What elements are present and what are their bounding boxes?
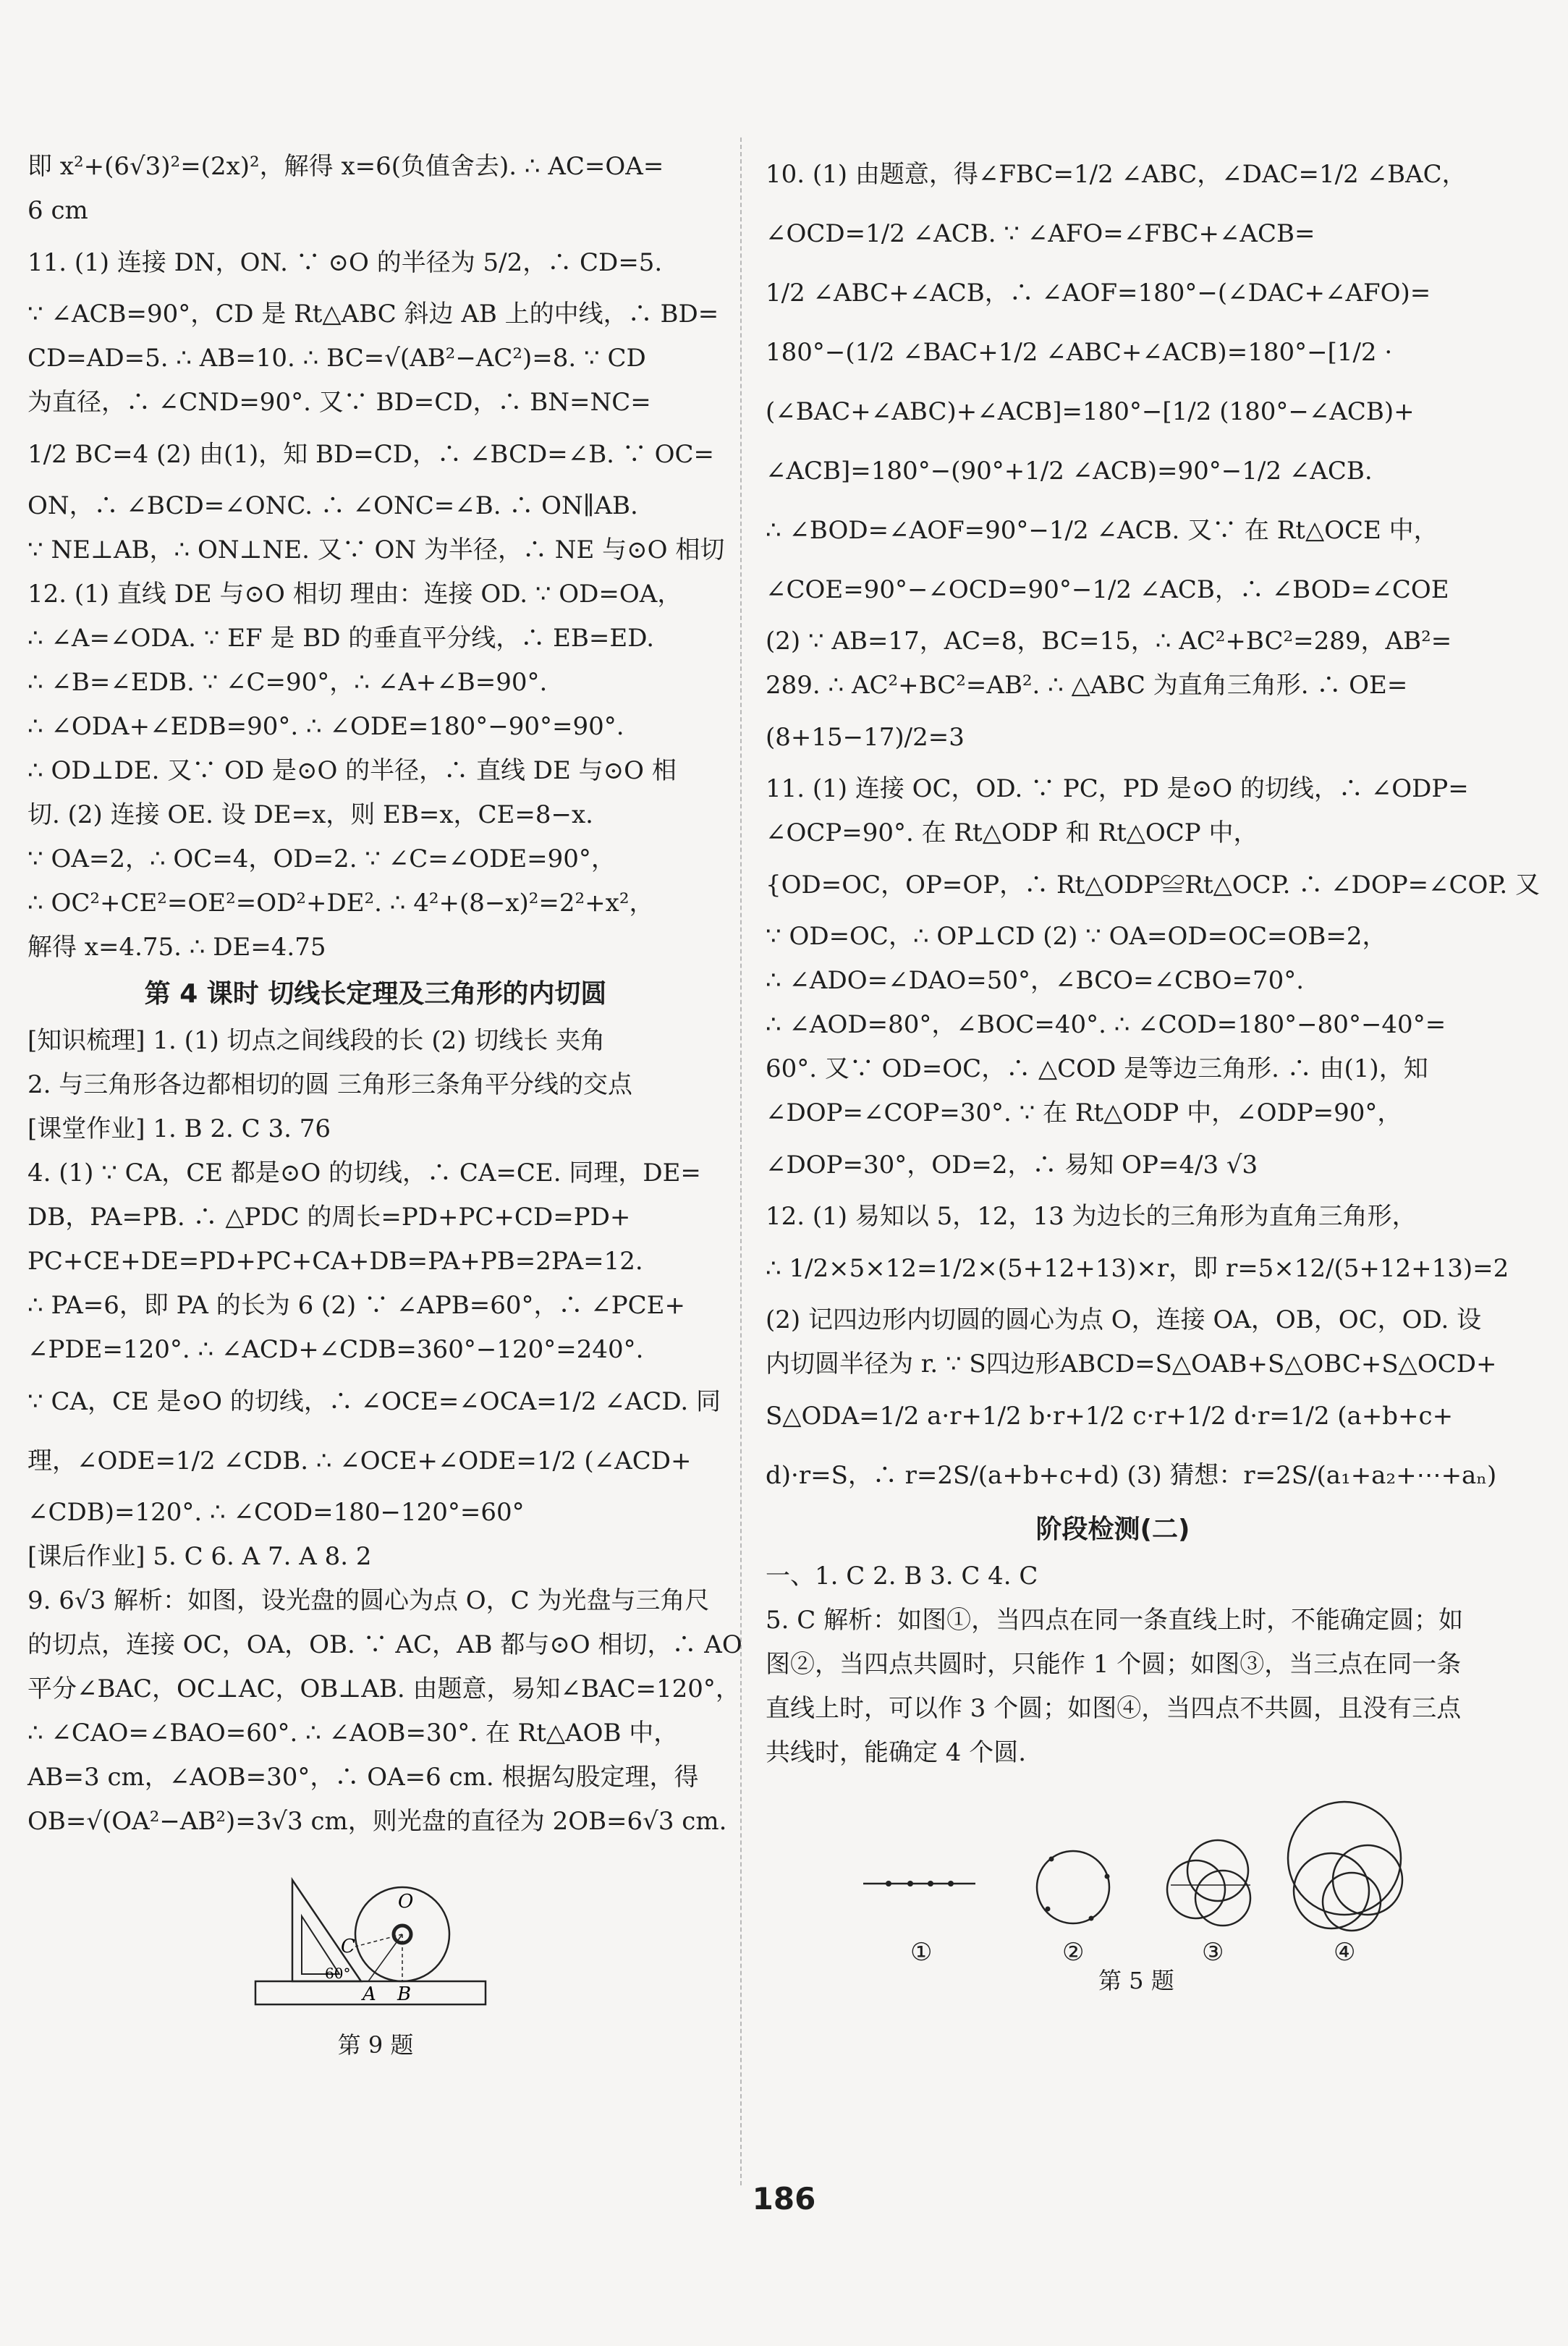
right-column <box>766 145 1541 1999</box>
text-line: (2) 记四边形内切圆的圆心为点 O，连接 OA，OB，OC，OD. 设 <box>766 1305 1482 1334</box>
column-divider <box>740 137 742 2185</box>
text-line: ∵ ∠ACB=90°，CD 是 Rt△ABC 斜边 AB 上的中线，∴ BD= <box>27 300 719 329</box>
text-line: ∴ ∠AOD=80°，∠BOC=40°. ∴ ∠COD=180°−80°−40°= <box>766 1010 1446 1039</box>
label-c: C <box>341 1936 355 1957</box>
text-line: ∴ ∠ADO=∠DAO=50°，∠BCO=∠CBO=70°. <box>766 966 1305 995</box>
label-b: B <box>397 1983 412 2005</box>
text-line: ∴ ∠B=∠EDB. ∵ ∠C=90°，∴ ∠A+∠B=90°. <box>27 668 548 697</box>
text-line: (∠BAC+∠ABC)+∠ACB]=180°−[1/2 (180°−∠ACB)+ <box>766 397 1415 426</box>
text-line: AB=3 cm，∠AOB=30°，∴ OA=6 cm. 根据勾股定理，得 <box>27 1763 699 1792</box>
text-line: ∠OCP=90°. 在 Rt△ODP 和 Rt△OCP 中， <box>766 818 1258 847</box>
text-line: 直线上时，可以作 3 个圆；如图④，当四点不共圆，且没有三点 <box>766 1694 1462 1723</box>
text-line: 11. (1) 连接 OC，OD. ∵ PC，PD 是⊙O 的切线，∴ ∠ODP= <box>766 774 1469 803</box>
fig-label-2: ② <box>1062 1938 1085 1967</box>
text-line: 12. (1) 易知以 5，12，13 为边长的三角形为直角三角形， <box>766 1202 1417 1231</box>
text-line: OB=√(OA²−AB²)=3√3 cm，则光盘的直径为 2OB=6√3 cm. <box>27 1807 727 1836</box>
text-line: (8+15−17)/2=3 <box>766 723 965 752</box>
text-line: 12. (1) 直线 DE 与⊙O 相切 理由：连接 OD. ∵ OD=OA， <box>27 580 682 609</box>
text-line: S△ODA=1/2 a·r+1/2 b·r+1/2 c·r+1/2 d·r=1/2 (a+b+c+ <box>766 1402 1454 1431</box>
text-line: 图②，当四点共圆时，只能作 1 个圆；如图③，当三点在同一条 <box>766 1650 1462 1679</box>
label-angle: 60° <box>325 1965 351 1982</box>
text-line: ∠COE=90°−∠OCD=90°−1/2 ∠ACB，∴ ∠BOD=∠COE <box>766 575 1449 604</box>
text-line: ∴ 1/2×5×12=1/2×(5+12+13)×r，即 r=5×12/(5+12+13)=2 <box>766 1254 1509 1283</box>
fig2-point <box>1089 1916 1094 1921</box>
text-line: ∴ ∠BOD=∠AOF=90°−1/2 ∠ACB. 又∵ 在 Rt△OCE 中， <box>766 516 1438 545</box>
figure-5 <box>794 1790 1431 1999</box>
fig2-point <box>1105 1874 1110 1879</box>
fig4-circle <box>1288 1802 1401 1915</box>
text-line: 理，∠ODE=1/2 ∠CDB. ∴ ∠OCE+∠ODE=1/2 (∠ACD+ <box>27 1447 692 1475</box>
text-line: {OD=OC，OP=OP，∴ Rt△ODP≌Rt△OCP. ∴ ∠DOP=∠COP. 又 <box>766 871 1541 899</box>
text-line: DB，PA=PB. ∴ △PDC 的周长=PD+PC+CD=PD+ <box>27 1203 631 1232</box>
text-line: 4. (1) ∵ CA，CE 都是⊙O 的切线，∴ CA=CE. 同理，DE= <box>27 1159 701 1187</box>
fig1-point <box>928 1881 933 1886</box>
left-column <box>27 145 742 2062</box>
page-number: 186 <box>752 2181 816 2216</box>
text-line: 的切点，连接 OC，OA，OB. ∵ AC，AB 都与⊙O 相切，∴ AO <box>27 1630 742 1659</box>
section-heading: 阶段检测(二) <box>1035 1515 1190 1544</box>
text-line: 9. 6√3 解析：如图，设光盘的圆心为点 O，C 为光盘与三角尺 <box>27 1586 710 1615</box>
text-line: ∠PDE=120°. ∴ ∠ACD+∠CDB=360°−120°=240°. <box>27 1335 644 1364</box>
fig-label-4: ④ <box>1334 1938 1356 1967</box>
text-line: 解得 x=4.75. ∴ DE=4.75 <box>27 933 326 962</box>
text-line: 5. C 解析：如图①，当四点在同一条直线上时，不能确定圆；如 <box>766 1606 1464 1635</box>
text-line: 即 x²+(6√3)²=(2x)²，解得 x=6(负值舍去). ∴ AC=OA= <box>27 152 664 181</box>
text-line: 一、1. C 2. B 3. C 4. C <box>766 1562 1038 1591</box>
text-line: 1/2 BC=4 (2) 由(1)，知 BD=CD，∴ ∠BCD=∠B. ∵ OC= <box>27 440 714 469</box>
text-line: [课后作业] 5. C 6. A 7. A 8. 2 <box>27 1542 372 1571</box>
figure-9-caption: 第 9 题 <box>337 2031 414 2059</box>
text-line: ∵ CA，CE 是⊙O 的切线，∴ ∠OCE=∠OCA=1/2 ∠ACD. 同 <box>27 1387 721 1416</box>
text-line: ∴ OD⊥DE. 又∵ OD 是⊙O 的半径，∴ 直线 DE 与⊙O 相 <box>27 756 677 785</box>
text-line: ∠DOP=∠COP=30°. ∵ 在 Rt△ODP 中，∠ODP=90°， <box>766 1098 1402 1127</box>
text-line: ∵ OA=2，∴ OC=4，OD=2. ∵ ∠C=∠ODE=90°， <box>27 844 616 873</box>
label-a: A <box>363 1983 376 2005</box>
text-line: [课堂作业] 1. B 2. C 3. 76 <box>27 1114 331 1143</box>
text-line: ∠DOP=30°，OD=2，∴ 易知 OP=4/3 √3 <box>766 1151 1258 1180</box>
fig-label-3: ③ <box>1202 1938 1224 1967</box>
text-line: ∵ NE⊥AB，∴ ON⊥NE. 又∵ ON 为半径，∴ NE 与⊙O 相切 <box>27 535 725 564</box>
fig2-point <box>1049 1857 1054 1862</box>
text-line: 为直径，∴ ∠CND=90°. 又∵ BD=CD，∴ BN=NC= <box>27 388 651 417</box>
fig2-point <box>1046 1907 1051 1912</box>
text-line: ∴ OC²+CE²=OE²=OD²+DE². ∴ 4²+(8−x)²=2²+x²， <box>27 889 654 918</box>
text-line: 内切圆半径为 r. ∵ S四边形ABCD=S△OAB+S△OBC+S△OCD+ <box>766 1350 1497 1379</box>
figure-9 <box>253 1858 499 2062</box>
figure-9-diagram <box>253 1858 499 2025</box>
text-line: ∠ACB]=180°−(90°+1/2 ∠ACB)=90°−1/2 ∠ACB. <box>766 457 1373 486</box>
fig1-point <box>886 1881 891 1886</box>
text-line: PC+CE+DE=PD+PC+CA+DB=PA+PB=2PA=12. <box>27 1247 643 1276</box>
text-line: 180°−(1/2 ∠BAC+1/2 ∠ABC+∠ACB)=180°−[1/2 · <box>766 338 1393 367</box>
figure-5-caption: 第 5 题 <box>1098 1967 1174 1994</box>
fig-label-1: ① <box>910 1938 933 1967</box>
text-line: ∴ ∠CAO=∠BAO=60°. ∴ ∠AOB=30°. 在 Rt△AOB 中， <box>27 1719 679 1748</box>
text-line: [知识梳理] 1. (1) 切点之间线段的长 (2) 切线长 夹角 <box>27 1026 606 1055</box>
text-line: ∠OCD=1/2 ∠ACB. ∵ ∠AFO=∠FBC+∠ACB= <box>766 219 1315 248</box>
fig1-point <box>907 1881 913 1886</box>
fig4-circle <box>1294 1853 1369 1928</box>
text-line: 289. ∴ AC²+BC²=AB². ∴ △ABC 为直角三角形. ∴ OE= <box>766 671 1408 700</box>
text-line: 6 cm <box>27 196 88 225</box>
text-line: 60°. 又∵ OD=OC，∴ △COD 是等边三角形. ∴ 由(1)，知 <box>766 1054 1428 1083</box>
text-line: 切. (2) 连接 OE. 设 DE=x，则 EB=x，CE=8−x. <box>27 800 593 829</box>
text-line: CD=AD=5. ∴ AB=10. ∴ BC=√(AB²−AC²)=8. ∵ CD <box>27 344 646 373</box>
text-line: 共线时，能确定 4 个圆. <box>766 1738 1027 1767</box>
segment-oa <box>368 1934 402 1981</box>
text-line: 11. (1) 连接 DN，ON. ∵ ⊙O 的半径为 5/2，∴ CD=5. <box>27 248 663 277</box>
fig2-circle <box>1037 1851 1109 1923</box>
text-line: ∴ PA=6，即 PA 的长为 6 (2) ∵ ∠APB=60°，∴ ∠PCE+ <box>27 1291 685 1320</box>
text-line: ∴ ∠ODA+∠EDB=90°. ∴ ∠ODE=180°−90°=90°. <box>27 712 624 741</box>
text-line: 2. 与三角形各边都相切的圆 三角形三条角平分线的交点 <box>27 1070 633 1099</box>
text-line: ∵ OD=OC，∴ OP⊥CD (2) ∵ OA=OD=OC=OB=2， <box>766 922 1387 951</box>
text-line: 1/2 ∠ABC+∠ACB，∴ ∠AOF=180°−(∠DAC+∠AFO)= <box>766 279 1431 308</box>
text-line: ON，∴ ∠BCD=∠ONC. ∴ ∠ONC=∠B. ∴ ON∥AB. <box>27 491 638 520</box>
text-line: ∠CDB)=120°. ∴ ∠COD=180−120°=60° <box>27 1498 525 1527</box>
figure-5-diagram <box>794 1790 1431 1941</box>
text-line: 10. (1) 由题意，得∠FBC=1/2 ∠ABC，∠DAC=1/2 ∠BAC， <box>766 160 1467 189</box>
text-line: ∴ ∠A=∠ODA. ∵ EF 是 BD 的垂直平分线，∴ EB=ED. <box>27 624 655 653</box>
text-line: d)·r=S，∴ r=2S/(a+b+c+d) (3) 猜想：r=2S/(a₁+a₂+⋯+aₙ) <box>766 1461 1497 1490</box>
fig1-point <box>948 1881 954 1886</box>
label-o: O <box>398 1891 414 1913</box>
text-line: 平分∠BAC，OC⊥AC，OB⊥AB. 由题意，易知∠BAC=120°， <box>27 1674 740 1703</box>
text-line: (2) ∵ AB=17，AC=8，BC=15，∴ AC²+BC²=289，AB²= <box>766 627 1452 656</box>
section-heading: 第 4 课时 切线长定理及三角形的内切圆 <box>144 979 607 1009</box>
